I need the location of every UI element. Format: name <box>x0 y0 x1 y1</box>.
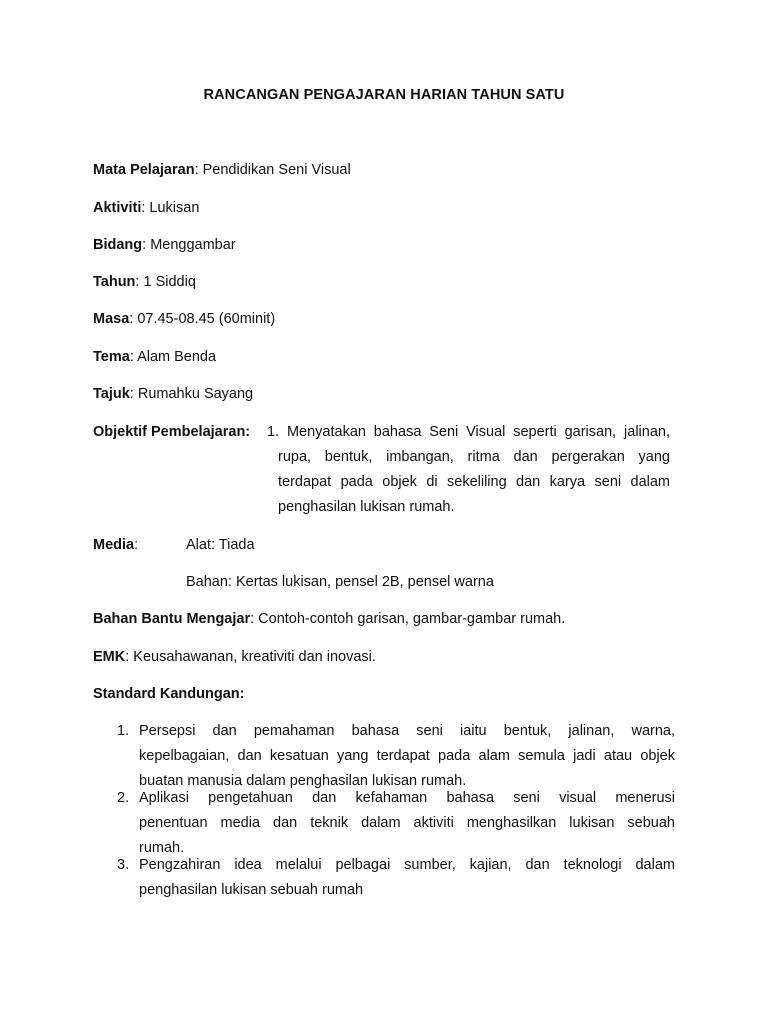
field-tajuk <box>93 386 253 402</box>
list-item-line: Persepsi dan pemahaman bahasa seni iaitu bentuk, jalinan, warna, <box>139 723 675 739</box>
field-label: Tema <box>93 349 130 365</box>
list-item-number: 3. <box>117 857 130 873</box>
list-item-line: penentuan media dan teknik dalam aktiviti menghasilkan lukisan sebuah <box>139 815 675 831</box>
field-label: Aktiviti <box>93 200 142 216</box>
objektif-line: terdapat pada objek di sekeliling dan karya seni dalam <box>278 474 670 490</box>
field-value: : Contoh-contoh garisan, gambar-gambar rumah. <box>250 611 566 627</box>
field-value: : Lukisan <box>141 200 200 216</box>
standard-label <box>93 686 244 702</box>
field-masa <box>93 311 275 327</box>
field-value: : Alam Benda <box>129 349 217 365</box>
field-label: Mata Pelajaran <box>93 162 195 178</box>
objektif-label-text: Objektif Pembelajaran: <box>93 424 251 440</box>
field-label: Bidang <box>93 237 143 253</box>
objektif-line: rupa, bentuk, imbangan, ritma dan pergerakan yang <box>278 449 670 465</box>
objektif-label <box>93 424 250 440</box>
field-bidang <box>93 237 236 253</box>
field-value: : Rumahku Sayang <box>129 386 254 402</box>
list-item-line: buatan manusia dalam penghasilan lukisan rumah. <box>139 773 467 789</box>
field-label: Bahan Bantu Mengajar <box>93 611 251 627</box>
list-item-number: 1. <box>117 723 130 739</box>
list-item-line: Pengzahiran idea melalui pelbagai sumber, kajian, dan teknologi dalam <box>139 857 675 873</box>
media-bahan: Bahan: Kertas lukisan, pensel 2B, pensel warna <box>186 574 494 590</box>
field-tema <box>93 349 216 365</box>
media-alat: Alat: Tiada <box>186 537 255 553</box>
page-title: RANCANGAN PENGAJARAN HARIAN TAHUN SATU <box>203 87 565 103</box>
field-tahun <box>93 274 196 290</box>
field-value: : Pendidikan Seni Visual <box>194 162 351 178</box>
field-value: : 1 Siddiq <box>135 274 196 290</box>
list-item-line: rumah. <box>139 840 185 856</box>
media-label <box>93 537 138 553</box>
objektif-line: 1. Menyatakan bahasa Seni Visual seperti garisan, jalinan, <box>267 424 670 440</box>
field-aktiviti <box>93 200 199 216</box>
field-label: Tajuk <box>93 386 130 402</box>
media-label-text: Media <box>93 537 135 553</box>
list-item-number: 2. <box>117 790 130 806</box>
field-label: Masa <box>93 311 130 327</box>
field-value: : Keusahawanan, kreativiti dan inovasi. <box>125 649 376 665</box>
field-value: : 07.45-08.45 (60minit) <box>129 311 276 327</box>
field-label: EMK <box>93 649 126 665</box>
media-colon: : <box>134 537 139 553</box>
standard-label-text: Standard Kandungan: <box>93 686 245 702</box>
field-mata-pelajaran <box>93 162 351 178</box>
list-item-line: Aplikasi pengetahuan dan kefahaman bahasa seni visual menerusi <box>139 790 675 806</box>
objektif-line: penghasilan lukisan rumah. <box>278 499 455 515</box>
field-label: Tahun <box>93 274 136 290</box>
list-item-line: kepelbagaian, dan kesatuan yang terdapat pada alam semula jadi atau objek <box>139 748 675 764</box>
list-item-line: penghasilan lukisan sebuah rumah <box>139 882 364 898</box>
field-bbm <box>93 611 565 627</box>
field-value: : Menggambar <box>142 237 236 253</box>
field-emk <box>93 649 376 665</box>
